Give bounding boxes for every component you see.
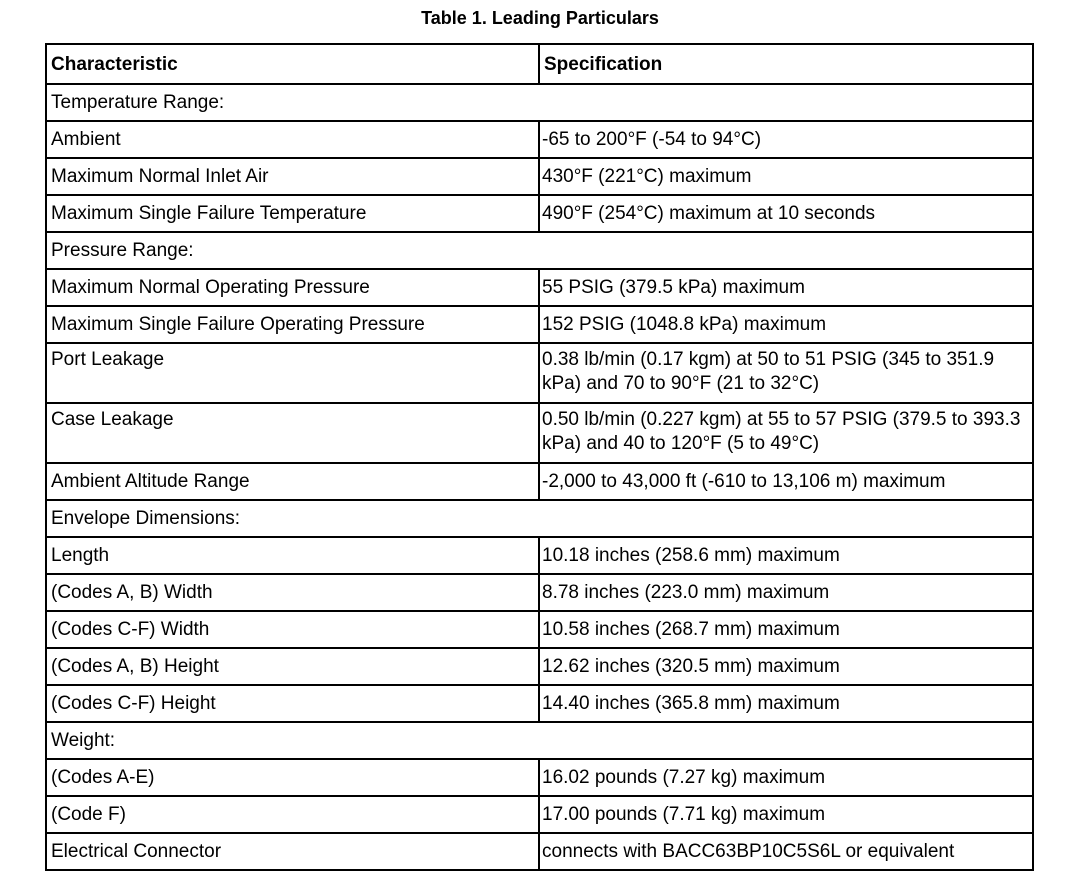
specification-cell: 10.18 inches (258.6 mm) maximum (539, 537, 1033, 574)
characteristic-cell: (Codes C-F) Width (46, 611, 539, 648)
column-header-characteristic: Characteristic (46, 44, 539, 84)
table-row (46, 195, 1033, 232)
column-header-specification: Specification (539, 44, 1033, 84)
characteristic-cell: (Code F) (46, 796, 539, 833)
specification-cell: 8.78 inches (223.0 mm) maximum (539, 574, 1033, 611)
table-row (46, 269, 1033, 306)
table-caption: Table 1. Leading Particulars (421, 8, 659, 28)
table-row (46, 574, 1033, 611)
specification-cell: 14.40 inches (365.8 mm) maximum (539, 685, 1033, 722)
characteristic-cell: (Codes A-E) (46, 759, 539, 796)
specification-cell: 12.62 inches (320.5 mm) maximum (539, 648, 1033, 685)
table-row (46, 343, 1033, 403)
section-row-envelope-dimensions (46, 500, 1033, 537)
specification-cell: 17.00 pounds (7.71 kg) maximum (539, 796, 1033, 833)
table-header-row (46, 44, 1033, 84)
specification-cell: connects with BACC63BP10C5S6L or equivalent (539, 833, 1033, 870)
table-row (46, 759, 1033, 796)
table-row (46, 537, 1033, 574)
characteristic-cell: Maximum Normal Inlet Air (46, 158, 539, 195)
table-row (46, 121, 1033, 158)
specification-cell: 55 PSIG (379.5 kPa) maximum (539, 269, 1033, 306)
section-label: Weight: (46, 722, 1033, 759)
specification-cell: 0.50 lb/min (0.227 kgm) at 55 to 57 PSIG (379.5 to 393.3 kPa) and 40 to 120°F (5 to 49°C) (539, 403, 1033, 463)
section-row-weight (46, 722, 1033, 759)
characteristic-cell: Port Leakage (46, 343, 539, 403)
specification-cell: -2,000 to 43,000 ft (-610 to 13,106 m) maximum (539, 463, 1033, 500)
characteristic-cell: Electrical Connector (46, 833, 539, 870)
characteristic-cell: Maximum Normal Operating Pressure (46, 269, 539, 306)
table-row (46, 796, 1033, 833)
section-label: Pressure Range: (46, 232, 1033, 269)
characteristic-cell: (Codes A, B) Height (46, 648, 539, 685)
specification-cell: 490°F (254°C) maximum at 10 seconds (539, 195, 1033, 232)
section-row-temperature-range (46, 84, 1033, 121)
table-row (46, 158, 1033, 195)
specification-cell: 152 PSIG (1048.8 kPa) maximum (539, 306, 1033, 343)
specification-cell: 430°F (221°C) maximum (539, 158, 1033, 195)
table-row (46, 403, 1033, 463)
specification-cell: 0.38 lb/min (0.17 kgm) at 50 to 51 PSIG (345 to 351.9 kPa) and 70 to 90°F (21 to 32°C) (539, 343, 1033, 403)
section-label: Temperature Range: (46, 84, 1033, 121)
characteristic-cell: Ambient (46, 121, 539, 158)
characteristic-cell: Maximum Single Failure Operating Pressure (46, 306, 539, 343)
table-row (46, 611, 1033, 648)
table-row (46, 685, 1033, 722)
characteristic-cell: Maximum Single Failure Temperature (46, 195, 539, 232)
table-row (46, 648, 1033, 685)
specification-cell: -65 to 200°F (-54 to 94°C) (539, 121, 1033, 158)
table-body (46, 84, 1033, 870)
section-label: Envelope Dimensions: (46, 500, 1033, 537)
table-row (46, 833, 1033, 870)
leading-particulars-table (45, 43, 1034, 871)
specification-cell: 10.58 inches (268.7 mm) maximum (539, 611, 1033, 648)
characteristic-cell: Length (46, 537, 539, 574)
characteristic-cell: (Codes C-F) Height (46, 685, 539, 722)
specification-cell: 16.02 pounds (7.27 kg) maximum (539, 759, 1033, 796)
table-row (46, 463, 1033, 500)
characteristic-cell: (Codes A, B) Width (46, 574, 539, 611)
table-row (46, 306, 1033, 343)
section-row-pressure-range (46, 232, 1033, 269)
characteristic-cell: Case Leakage (46, 403, 539, 463)
characteristic-cell: Ambient Altitude Range (46, 463, 539, 500)
